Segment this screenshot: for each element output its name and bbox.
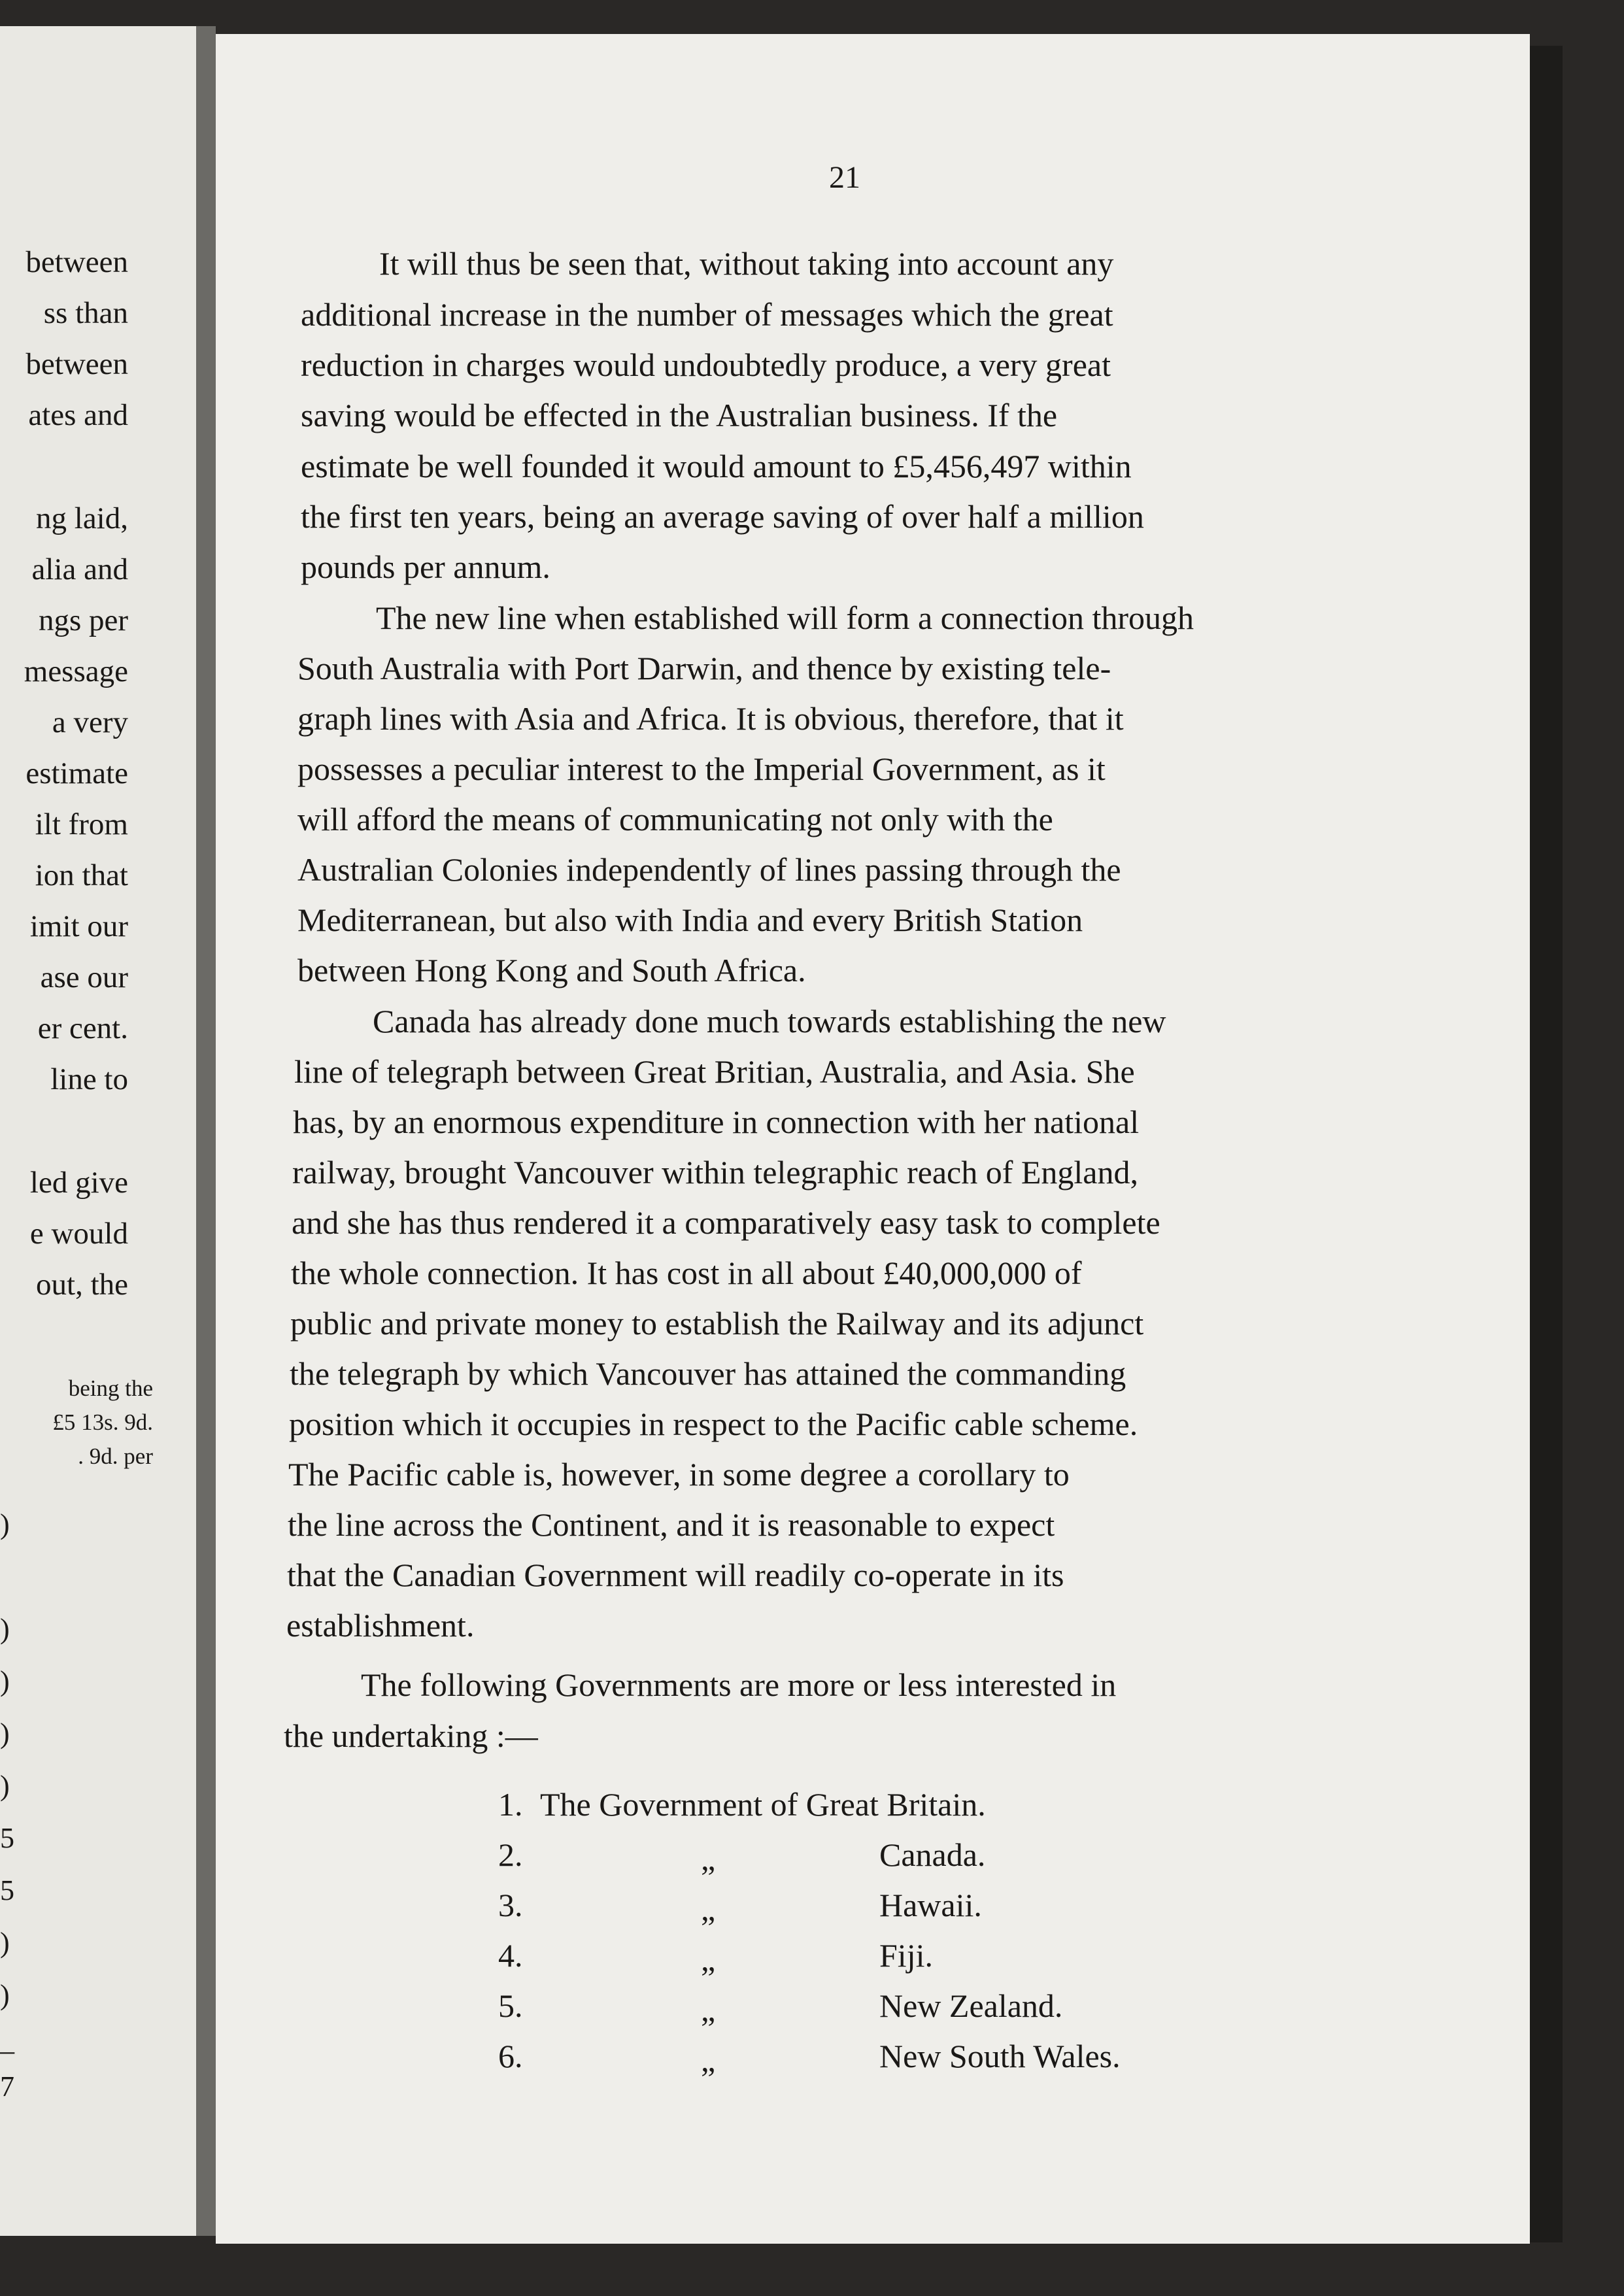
body-text-line: reduction in charges would undoubtedly produce, a very great [301, 346, 1111, 383]
ditto-mark: „ [701, 1891, 716, 1927]
left-page-column-mark: ) [0, 1508, 10, 1540]
body-text-line: It will thus be seen that, without taking into account any [379, 245, 1114, 282]
list-item-number: 1. [498, 1786, 523, 1823]
list-item-text: Fiji. [879, 1937, 933, 1974]
body-text-line: public and private money to establish the Railway and its adjunct [290, 1305, 1144, 1342]
left-page-line: out, the [36, 1268, 128, 1302]
left-page-column-mark: 7 [0, 2070, 14, 2102]
left-page-line: ss than [43, 296, 128, 330]
body-text-line: establishment. [286, 1607, 475, 1644]
ditto-mark: „ [701, 2042, 716, 2078]
left-page-footnote-line: . 9d. per [78, 1443, 153, 1469]
left-page-column-mark: ) [0, 1979, 10, 2011]
left-page-line: alia and [31, 552, 128, 586]
left-page-line: ng laid, [36, 501, 128, 535]
left-page-column-mark: ) [0, 1613, 10, 1645]
body-text-line: the line across the Continent, and it is reasonable to expect [288, 1506, 1055, 1543]
body-text-line: saving would be effected in the Australian business. If the [301, 397, 1058, 433]
left-page-line: ates and [28, 398, 128, 432]
body-text-line: has, by an enormous expenditure in connection with her national [293, 1104, 1140, 1140]
body-text-line: South Australia with Port Darwin, and thence by existing tele- [297, 650, 1111, 686]
left-page-footnote-line: being the [68, 1376, 153, 1401]
left-page-line: estimate [25, 756, 128, 790]
list-item-text: Canada. [879, 1836, 986, 1873]
body-text-line: Canada has already done much towards establishing the new [373, 1003, 1166, 1039]
left-page-line: led give [29, 1166, 128, 1200]
body-text-line: graph lines with Asia and Africa. It is obvious, therefore, that it [297, 700, 1124, 737]
list-item-text: New South Wales. [879, 2038, 1121, 2074]
body-text-line: The following Governments are more or less interested in [361, 1666, 1117, 1703]
body-text-line: the telegraph by which Vancouver has attained the commanding [290, 1355, 1126, 1392]
left-page-line: ion that [35, 858, 128, 892]
body-text-line: Australian Colonies independently of lines passing through the [297, 851, 1121, 888]
list-item-text: Hawaii. [879, 1887, 982, 1923]
left-page-line: imit our [29, 909, 128, 943]
left-page-line: message [24, 654, 128, 688]
book-spine [196, 26, 216, 2236]
list-item-number: 6. [498, 2038, 523, 2074]
left-page-column-mark: 5 [0, 1822, 14, 1854]
body-text-line: estimate be well founded it would amount to £5,456,497 within [301, 448, 1132, 484]
page-edge-shadow [1530, 46, 1563, 2242]
body-text-line: The Pacific cable is, however, in some degree a corollary to [288, 1456, 1070, 1493]
left-page-column-mark: 5 [0, 1874, 14, 1906]
ditto-mark: „ [701, 1941, 716, 1978]
body-text-line: Mediterranean, but also with India and every British Station [297, 902, 1083, 938]
left-page-footnote-line: £5 13s. 9d. [52, 1410, 153, 1435]
body-text-line: that the Canadian Government will readily co-operate in its [287, 1557, 1064, 1593]
list-item-number: 2. [498, 1836, 523, 1873]
left-page-column-mark: _ [0, 2025, 14, 2057]
list-item-number: 3. [498, 1887, 523, 1923]
left-page-line: ilt from [35, 807, 128, 841]
left-page-line: e would [29, 1217, 128, 1251]
body-text-line: railway, brought Vancouver within telegraphic reach of England, [292, 1154, 1138, 1190]
body-text-line: pounds per annum. [301, 549, 550, 585]
list-item-text: The Government of Great Britain. [540, 1786, 986, 1823]
left-page-column-mark: ) [0, 1927, 10, 1959]
body-text-line: the whole connection. It has cost in all about £40,000,000 of [291, 1255, 1082, 1291]
left-page-column-mark: ) [0, 1717, 10, 1749]
list-item-text: New Zealand. [879, 1987, 1063, 2024]
previous-page-fragment [0, 26, 196, 2236]
body-text-line: additional increase in the number of messages which the great [301, 296, 1113, 333]
ditto-mark: „ [701, 1840, 716, 1877]
body-text-line: the undertaking :— [284, 1717, 538, 1754]
page-number: 21 [829, 160, 860, 195]
body-text-line: line of telegraph between Great Britian, Australia, and Asia. She [294, 1053, 1135, 1090]
left-page-line: between [25, 245, 128, 279]
body-text-line: the first ten years, being an average saving of over half a million [301, 498, 1144, 535]
body-text-line: possesses a peculiar interest to the Imperial Government, as it [297, 751, 1106, 787]
body-text-line: between Hong Kong and South Africa. [297, 952, 806, 988]
list-item-number: 5. [498, 1987, 523, 2024]
left-page-line: er cent. [37, 1011, 128, 1045]
list-item-number: 4. [498, 1937, 523, 1974]
left-page-line: between [25, 347, 128, 381]
left-page-line: a very [52, 705, 128, 739]
left-page-line: line to [50, 1062, 128, 1096]
left-page-column-mark: ) [0, 1770, 10, 1802]
left-page-column-mark: ) [0, 1665, 10, 1697]
ditto-mark: „ [701, 1991, 716, 2028]
left-page-line: ngs per [38, 603, 128, 637]
body-text-line: position which it occupies in respect to the Pacific cable scheme. [289, 1406, 1138, 1442]
body-text-line: The new line when established will form a connection through [376, 599, 1194, 636]
body-text-line: and she has thus rendered it a comparatively easy task to complete [292, 1204, 1160, 1241]
body-text-line: will afford the means of communicating not only with the [297, 801, 1053, 837]
left-page-line: ase our [40, 960, 128, 994]
